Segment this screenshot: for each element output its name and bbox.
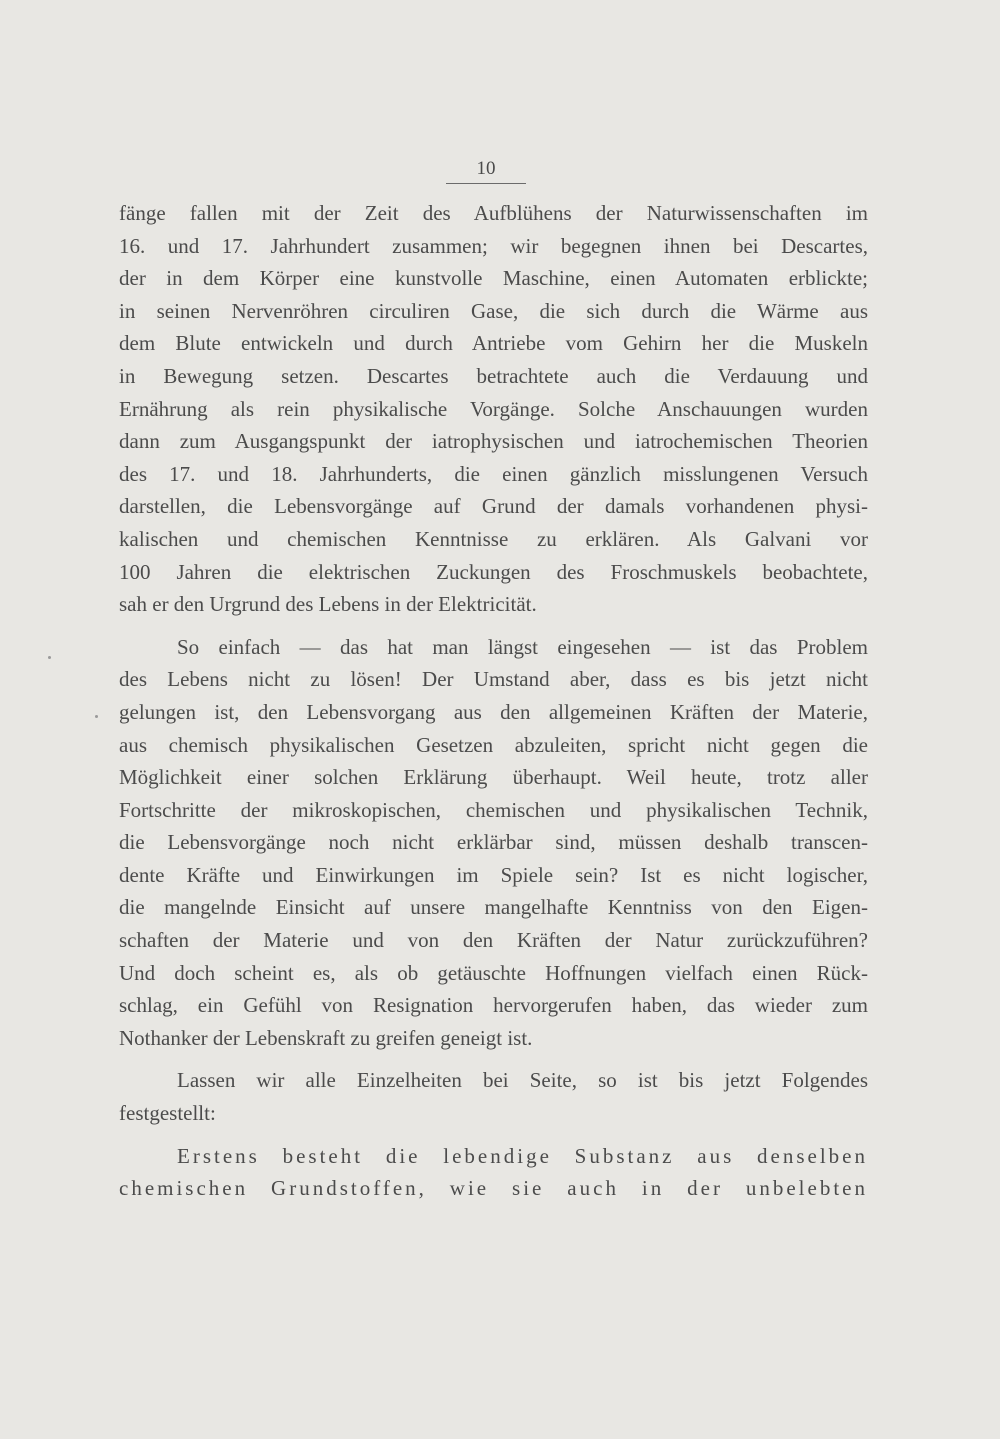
page-number-rule: [446, 183, 526, 184]
paragraph-gap: [119, 1130, 868, 1140]
text-line: Erstens besteht die lebendige Substanz aus denselben: [177, 1143, 868, 1168]
paragraph-gap: [119, 621, 868, 631]
text-line: der in dem Körper eine kunstvolle Maschine, einen Automaten erblickte;: [119, 266, 868, 291]
text-line: So einfach — das hat man längst eingesehen — ist das Problem: [177, 634, 868, 659]
paragraph-gap: [119, 1054, 868, 1064]
page-number: 10: [476, 158, 496, 179]
text-line: 100 Jahren die elektrischen Zuckungen des Froschmuskels beobachtete,: [119, 559, 868, 584]
text-line: sah er den Urgrund des Lebens in der Elektricität.: [119, 592, 537, 617]
text-line: kalischen und chemischen Kenntnisse zu erklären. Als Galvani vor: [119, 526, 868, 551]
text-line: Ernährung als rein physikalische Vorgänge. Solche Anschauungen wurden: [119, 396, 868, 421]
text-line: gelungen ist, den Lebensvorgang aus den allgemeinen Kräften der Materie,: [119, 699, 868, 724]
text-line: des Lebens nicht zu lösen! Der Umstand aber, dass es bis jetzt nicht: [119, 667, 868, 692]
paper-speck: [95, 715, 98, 718]
text-line: darstellen, die Lebensvorgänge auf Grund der damals vorhandenen physi-: [119, 494, 868, 519]
text-line: des 17. und 18. Jahrhunderts, die einen gänzlich misslungenen Versuch: [119, 461, 868, 486]
text-line: schaften der Materie und von den Kräften der Natur zurückzuführen?: [119, 928, 868, 953]
text-line: schlag, ein Gefühl von Resignation hervorgerufen haben, das wieder zum: [119, 993, 868, 1018]
text-line: Lassen wir alle Einzelheiten bei Seite, so ist bis jetzt Folgendes: [177, 1068, 868, 1093]
text-line: festgestellt:: [119, 1101, 216, 1126]
text-line: Möglichkeit einer solchen Erklärung überhaupt. Weil heute, trotz aller: [119, 765, 868, 790]
text-line: Nothanker der Lebenskraft zu greifen geneigt ist.: [119, 1025, 533, 1050]
text-line: Und doch scheint es, als ob getäuschte Hoffnungen vielfach einen Rück-: [119, 960, 868, 985]
text-line: dem Blute entwickeln und durch Antriebe vom Gehirn her die Muskeln: [119, 331, 868, 356]
text-line: 16. und 17. Jahrhundert zusammen; wir begegnen ihnen bei Descartes,: [119, 233, 868, 258]
text-line: die mangelnde Einsicht auf unsere mangelhafte Kenntniss von den Eigen-: [119, 895, 868, 920]
text-line: chemischen Grundstoffen, wie sie auch in der unbelebten: [119, 1176, 868, 1201]
body-text: [119, 197, 868, 1205]
paper-speck: [48, 656, 51, 659]
text-line: dann zum Ausgangspunkt der iatrophysischen und iatrochemischen Theorien: [119, 429, 868, 454]
text-line: fänge fallen mit der Zeit des Aufblühens der Naturwissenschaften im: [119, 201, 868, 225]
text-line: aus chemisch physikalischen Gesetzen abzuleiten, spricht nicht gegen die: [119, 732, 868, 757]
text-line: in seinen Nervenröhren circuliren Gase, die sich durch die Wärme aus: [119, 298, 868, 323]
text-line: die Lebensvorgänge noch nicht erklärbar sind, müssen deshalb transcen-: [119, 830, 868, 855]
text-line: Fortschritte der mikroskopischen, chemischen und physikalischen Technik,: [119, 797, 868, 822]
text-line: dente Kräfte und Einwirkungen im Spiele sein? Ist es nicht logischer,: [119, 862, 868, 887]
text-line: in Bewegung setzen. Descartes betrachtete auch die Verdauung und: [119, 363, 868, 388]
